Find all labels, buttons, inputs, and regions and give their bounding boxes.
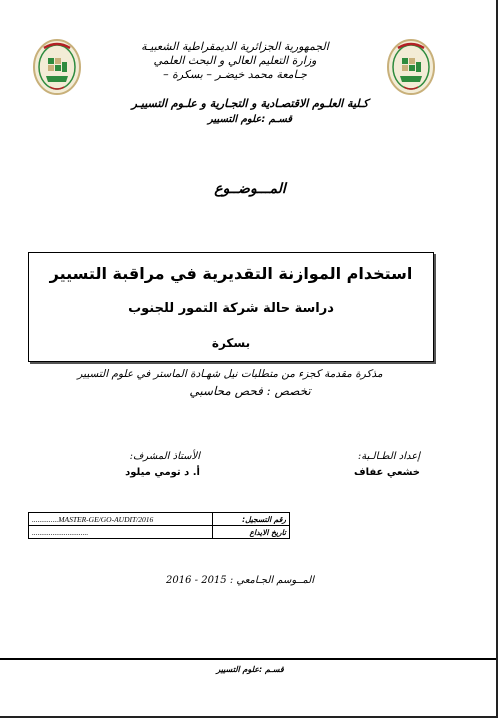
case-study-line: دراسة حالة شركة التمور للجنوب <box>128 301 334 316</box>
table-row <box>29 526 290 539</box>
department-line: قسـم :علوم التسيير <box>207 114 293 125</box>
title-box <box>28 252 434 362</box>
city-line: بسكرة <box>211 336 251 350</box>
registration-table <box>28 512 290 539</box>
footer-divider <box>0 658 496 660</box>
deposit-date-value: .............................. <box>29 526 213 539</box>
footer-department: قسـم :علوم التسيير <box>216 665 284 674</box>
ministry-line: وزارة التعليم العالي و البحث العلمي <box>153 54 317 67</box>
university-logo-icon <box>386 38 436 96</box>
student-label: إعداد الطـالـبة: <box>357 451 420 462</box>
deposit-date-label: تاريخ الايداع <box>213 526 290 539</box>
university-line: جـامعة محمد خيضـر – بسكرة – <box>163 68 307 81</box>
specialty-line: تخصص : فحص محاسبي <box>189 384 311 398</box>
registration-number-label: رقم التسجيل: <box>213 513 290 526</box>
supervisor-label: الأستاذ المشرف: <box>129 451 200 462</box>
supervisor-name: أ. د تومي ميلود <box>125 467 200 478</box>
student-name: خشعي عفاف <box>353 467 420 478</box>
registration-number-value: ..............MASTER-GE/GO-AUDIT/2016 <box>29 513 213 526</box>
memo-line: مذكرة مقدمة كجزء من متطلبات نيل شهـادة الماستر في علوم التسيير <box>77 368 383 380</box>
faculty-line: كـلية العلـوم الاقتصـادية و التجـارية و علـوم التسييـر <box>131 97 369 110</box>
table-row <box>29 513 290 526</box>
thesis-title: استخدام الموازنة التقديرية في مراقبة التسيير <box>49 264 413 283</box>
institution-header <box>85 40 385 82</box>
university-logo-icon <box>32 38 82 96</box>
republic-line: الجمهورية الجزائرية الديمقراطية الشعبيـة <box>141 40 329 53</box>
academic-year: المــوسم الجـامعي : 2015 - 2016 <box>166 575 314 586</box>
subject-label: المـــوضــوع <box>214 181 286 197</box>
